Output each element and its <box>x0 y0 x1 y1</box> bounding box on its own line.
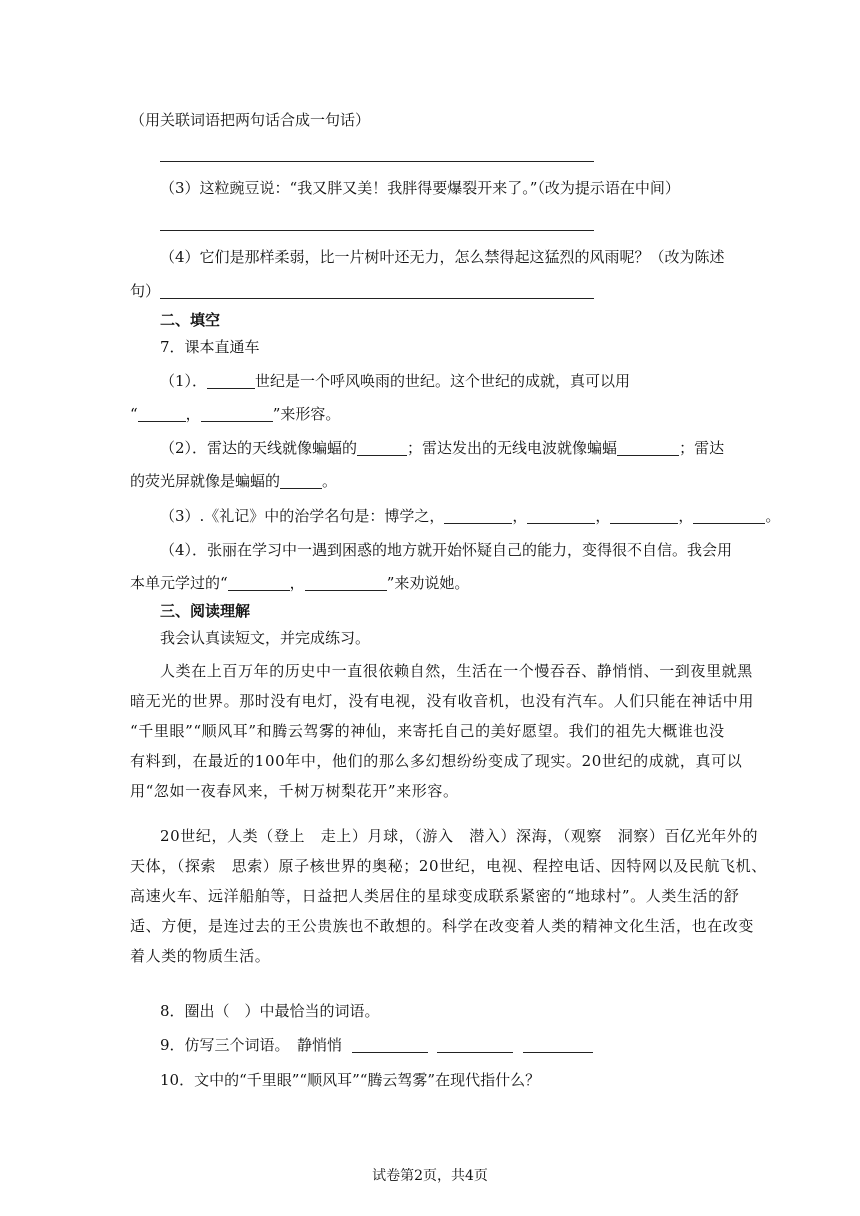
fill-line: （4）．张丽在学习中一遇到困惑的地方就开始怀疑自己的能力，变得很不自信。我会用 <box>160 541 733 559</box>
question-line: 句） <box>130 280 594 302</box>
answer-line <box>160 161 594 162</box>
section-heading: 三、阅读理解 <box>160 602 251 620</box>
instruction-line: （用关联词语把两句话合成一句话） <box>130 111 371 129</box>
fill-line: （3）.《礼记》中的治学名句是：博学之， ， ， ， 。 <box>160 507 781 525</box>
fill-line: 的荧光屏就像是蝙蝠的 。 <box>130 472 338 490</box>
answer-blank <box>617 439 679 456</box>
answer-blank <box>610 507 678 524</box>
fill-line: 本单元学过的“ ， ”来劝说她。 <box>130 574 470 592</box>
answer-blank <box>444 507 512 524</box>
question-line: （3）这粒豌豆说：“我又胖又美！我胖得要爆裂开来了。”（改为提示语在中间） <box>160 179 680 197</box>
fill-line: （2）．雷达的天线就像蝙蝠的 ；雷达发出的无线电波就像蝙蝠 ；雷达 <box>160 439 725 457</box>
answer-blank <box>693 507 765 524</box>
passage-line: 高速火车、远洋船舶等，日益把人类居住的星球变成联系紧密的“地球村”。人类生活的舒 <box>130 887 740 905</box>
question-line: （4）它们是那样柔弱，比一片树叶还无力，怎么禁得起这猛烈的风雨呢？（改为陈述 <box>160 248 725 266</box>
passage-line: 暗无光的世界。那时没有电灯，没有电视，没有收音机，也没有汽车。人们只能在神话中用 <box>130 692 755 710</box>
section-heading: 二、填空 <box>160 311 221 329</box>
answer-blank <box>437 1036 513 1053</box>
question-title: 7．课本直通车 <box>160 338 260 356</box>
answer-blank <box>228 574 290 591</box>
answer-blank <box>305 574 387 591</box>
instruction-line: 我会认真读短文，并完成练习。 <box>160 629 371 647</box>
answer-blank <box>357 439 407 456</box>
passage-line: 有料到，在最近的100年中，他们的那么多幻想纷纷变成了现实。20世纪的成就，真可以 <box>130 752 743 770</box>
passage-line: 用“忽如一夜春风来，千树万树梨花开”来形容。 <box>130 782 459 800</box>
answer-line <box>160 230 594 231</box>
passage-line: 天体，（探索 思索）原子核世界的奥秘；20世纪，电视、程控电话、因特网以及民航飞机、 <box>130 857 767 875</box>
page-footer: 试卷第2页，共4页 <box>372 1168 488 1184</box>
answer-blank <box>138 405 186 422</box>
passage-line: 人类在上百万年的历史中一直很依赖自然，生活在一个慢吞吞、静悄悄、一到夜里就黑 <box>160 662 753 680</box>
question-line: 9．仿写三个词语。 静悄悄 <box>160 1034 593 1056</box>
answer-blank <box>280 472 322 489</box>
answer-blank <box>352 1036 428 1053</box>
passage-line: “千里眼”“顺风耳”和腾云驾雾的神仙，来寄托自己的美好愿望。我们的祖先大概谁也没 <box>130 722 725 740</box>
answer-blank <box>207 372 255 389</box>
passage-line: 适、方便，是连过去的王公贵族也不敢想的。科学在改变着人类的精神文化生活，也在改变 <box>130 917 755 935</box>
question-line: 8．圈出（ ）中最恰当的词语。 <box>160 1002 380 1020</box>
passage-line: 20世纪，人类（登上 走上）月球，（游入 潜入）深海，（观察 洞察）百亿光年外的 <box>160 827 759 845</box>
answer-blank <box>527 507 595 524</box>
question-line: 10．文中的“千里眼”“顺风耳”“腾云驾雾”在现代指什么？ <box>160 1071 541 1089</box>
fill-line: （1）． 世纪是一个呼风唤雨的世纪。这个世纪的成就，真可以用 <box>160 372 631 390</box>
fill-line: “ ， ”来形容。 <box>130 405 341 423</box>
answer-blank <box>160 282 594 299</box>
answer-blank <box>201 405 273 422</box>
answer-blank <box>523 1036 593 1053</box>
passage-line: 着人类的物质生活。 <box>130 947 271 965</box>
